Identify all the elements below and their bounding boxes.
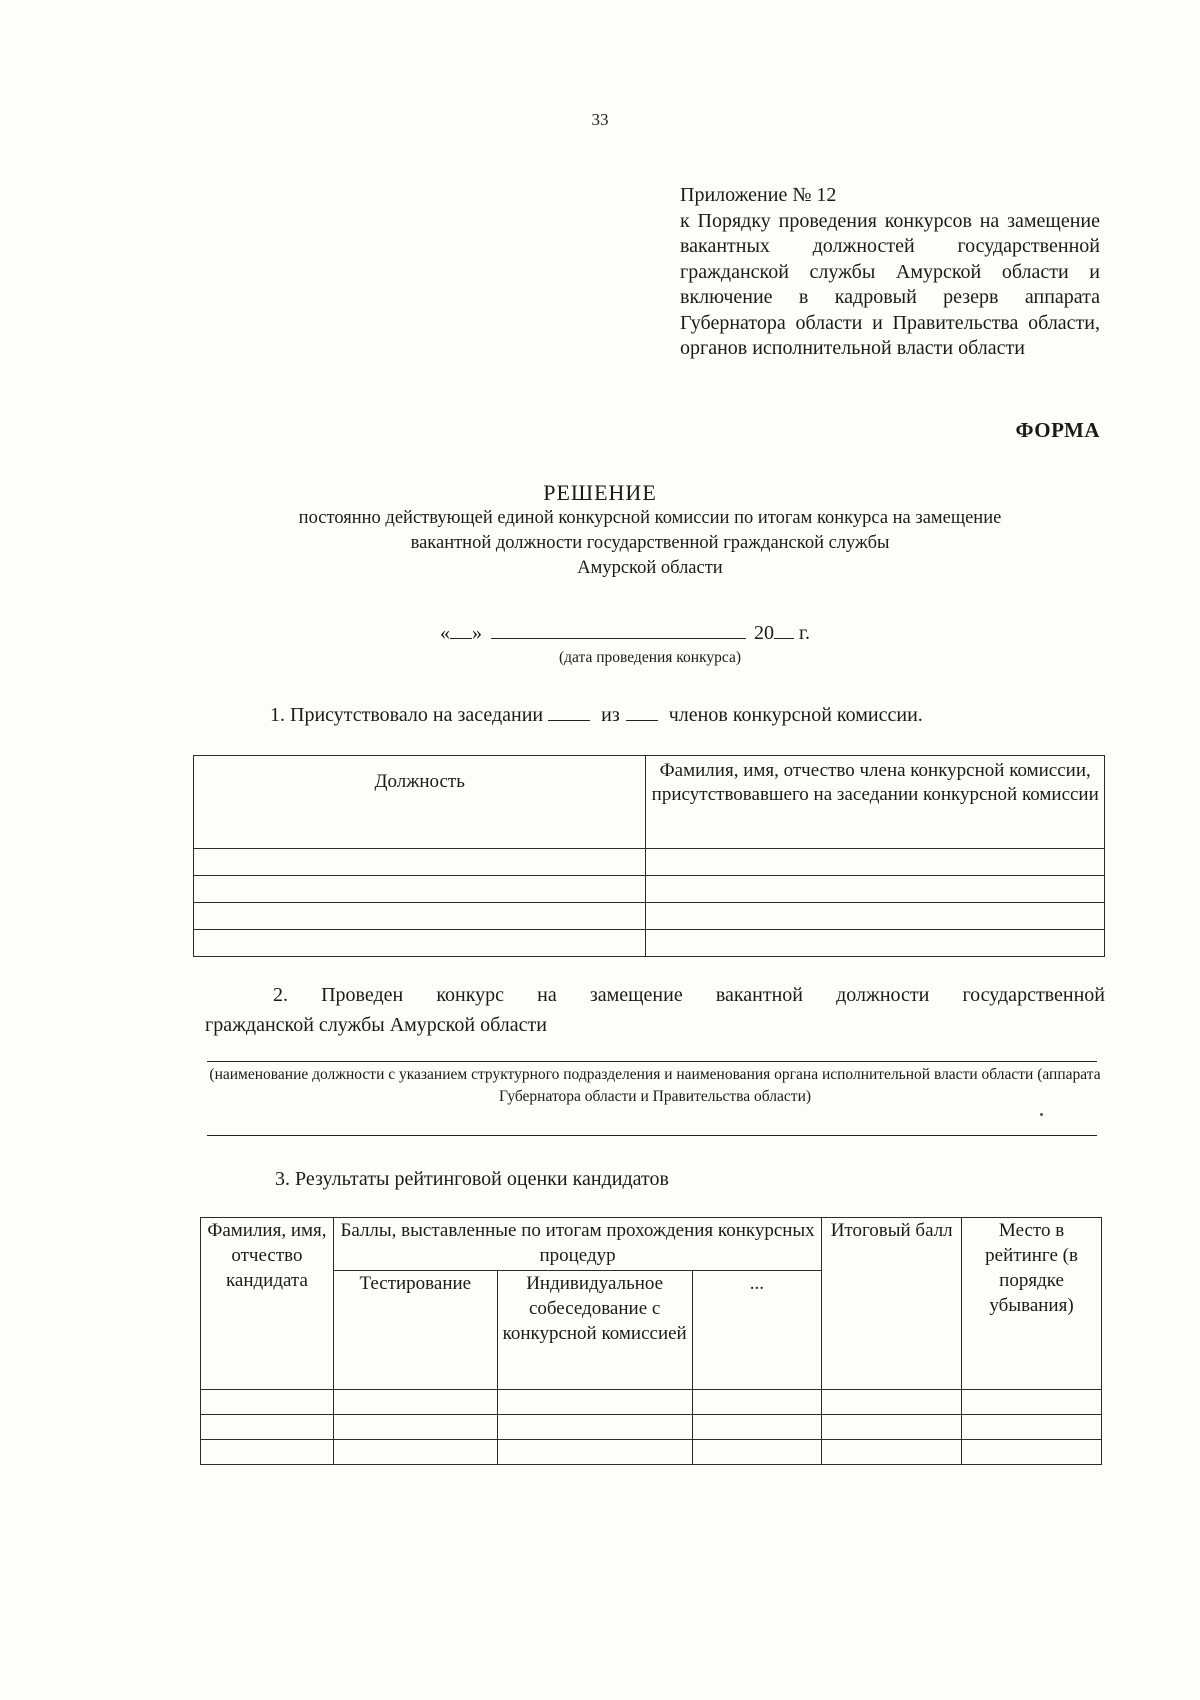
open-quote: « (440, 622, 450, 644)
table-cell[interactable] (646, 903, 1105, 930)
position-name-blank[interactable] (207, 1061, 1097, 1062)
table-cell[interactable] (962, 1415, 1102, 1440)
table-cell[interactable] (194, 903, 646, 930)
date-line (440, 620, 860, 645)
item2-line1: 2. Проведен конкурс на замещение вакантной должности государственной (273, 984, 1105, 1006)
table-cell[interactable] (194, 930, 646, 957)
table-cell[interactable] (822, 1390, 962, 1415)
table-header-row (194, 756, 1105, 849)
table-cell[interactable] (646, 930, 1105, 957)
table-row (194, 876, 1105, 903)
annex-body: к Порядку проведения конкурсов на замещение вакантных должностей государственной гражданской службы Амурской области и включение в кадровый резерв аппарата Губернатора области и Правительства области, органов исполнительной власти области (680, 209, 1100, 359)
item-1 (270, 703, 1090, 727)
table-cell[interactable] (194, 849, 646, 876)
table-row (201, 1440, 1102, 1465)
table-cell[interactable] (692, 1390, 822, 1415)
close-quote: » (472, 622, 482, 644)
table-cell[interactable] (692, 1415, 822, 1440)
table-row (194, 849, 1105, 876)
total-count-blank[interactable] (626, 703, 658, 721)
table-cell[interactable] (822, 1440, 962, 1465)
table-row (194, 903, 1105, 930)
item1-prefix: 1. Присутствовало на заседании (270, 704, 544, 726)
decision-subtitle (190, 506, 1110, 581)
decision-subtitle-line: вакантной должности государственной гражданской службы (410, 533, 890, 553)
year-suffix: г. (799, 622, 810, 644)
table-cell[interactable] (333, 1440, 497, 1465)
item-3-title: 3. Результаты рейтинговой оценки кандидатов (275, 1168, 669, 1190)
decision-subtitle-line: Амурской области (577, 558, 723, 578)
form-label: ФОРМА (1015, 418, 1100, 442)
table-cell[interactable] (646, 849, 1105, 876)
scan-speck (1040, 1113, 1043, 1116)
annex-title: Приложение № 12 (680, 184, 837, 206)
table-cell[interactable] (497, 1440, 692, 1465)
page-number: 33 (591, 110, 609, 129)
table-cell[interactable] (962, 1390, 1102, 1415)
present-count-blank[interactable] (548, 703, 590, 721)
year-prefix: 20 (754, 622, 774, 644)
column-header-total-score: Итоговый балл (822, 1218, 962, 1390)
column-header-scores: Баллы, выставленные по итогам прохождения конкурсных процедур (333, 1218, 821, 1271)
year-blank[interactable] (774, 620, 794, 639)
column-header-interview: Индивидуальное собеседование с конкурсной комиссией (497, 1271, 692, 1390)
column-header-testing: Тестирование (333, 1271, 497, 1390)
table-cell[interactable] (201, 1440, 334, 1465)
column-header-candidate-name: Фамилия, имя, отчество кандидата (201, 1218, 334, 1390)
day-blank[interactable] (450, 620, 472, 639)
table-row (194, 930, 1105, 957)
table-cell[interactable] (646, 876, 1105, 903)
column-header-position: Должность (194, 756, 646, 849)
position-caption: (наименование должности с указанием структурного подразделения и наименования органа исполнительной власти области (аппарата Губернатора области и Правительства области) (209, 1066, 1101, 1105)
position-name-blank-2[interactable] (207, 1135, 1097, 1136)
item1-suffix: членов конкурсной комиссии. (668, 704, 923, 726)
table-cell[interactable] (194, 876, 646, 903)
table-cell[interactable] (201, 1415, 334, 1440)
column-header-rating-place: Место в рейтинге (в порядке убывания) (962, 1218, 1102, 1390)
table-cell[interactable] (692, 1440, 822, 1465)
table-cell[interactable] (333, 1390, 497, 1415)
table-cell[interactable] (822, 1415, 962, 1440)
table-cell[interactable] (497, 1390, 692, 1415)
item-2 (205, 980, 1105, 1040)
annex-block (680, 183, 1100, 362)
table-cell[interactable] (201, 1390, 334, 1415)
members-table (193, 755, 1105, 957)
table-cell[interactable] (333, 1415, 497, 1440)
table-cell[interactable] (962, 1440, 1102, 1465)
table-row (201, 1415, 1102, 1440)
item1-middle: из (601, 704, 620, 726)
month-blank[interactable] (491, 620, 746, 639)
table-header-row (201, 1218, 1102, 1271)
decision-title: РЕШЕНИЕ (543, 480, 657, 505)
item2-line2: гражданской службы Амурской области (205, 1014, 547, 1036)
decision-subtitle-line: постоянно действующей единой конкурсной комиссии по итогам конкурса на замещение (298, 508, 1002, 528)
table-cell[interactable] (497, 1415, 692, 1440)
date-caption: (дата проведения конкурса) (558, 649, 741, 666)
column-header-member-name: Фамилия, имя, отчество члена конкурсной комиссии, присутствовавшего на заседании конкурсной комиссии (646, 756, 1105, 849)
column-header-more: ... (692, 1271, 822, 1390)
table-row (201, 1390, 1102, 1415)
rating-table (200, 1217, 1102, 1465)
